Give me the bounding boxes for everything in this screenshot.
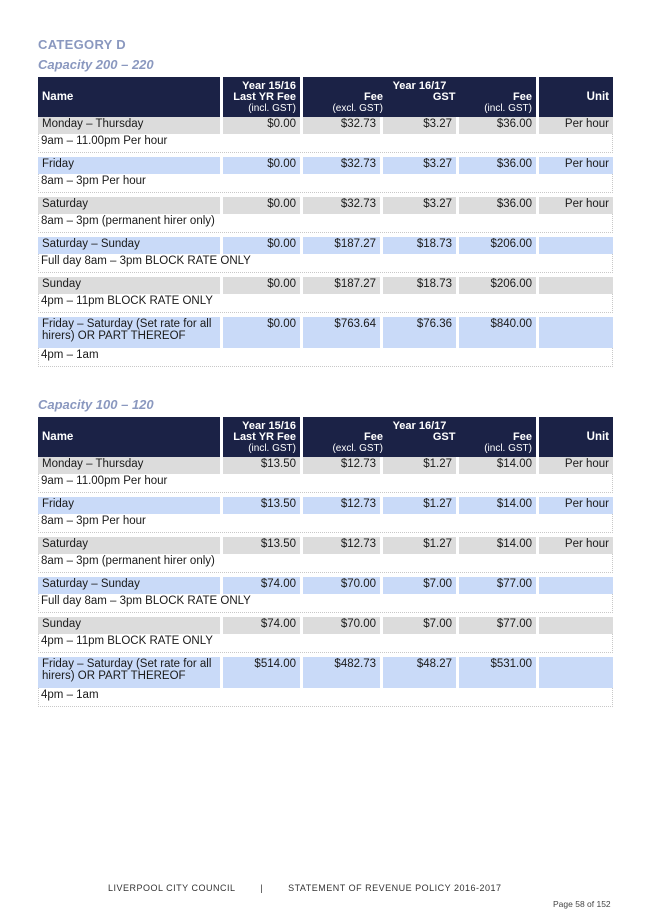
row-description-text: 4pm – 1am [38, 688, 613, 707]
table-header-row [38, 77, 613, 117]
header-last-yr-fee: Last YR Fee [233, 430, 296, 443]
capacity-section [38, 397, 613, 707]
fee-table [38, 417, 613, 707]
row-name: Saturday [38, 197, 220, 214]
row-name: Saturday – Sunday [38, 237, 220, 254]
row-last-year-fee: $0.00 [220, 197, 300, 214]
header-year-1617: Year 16/17 [392, 79, 447, 92]
header-gst [384, 92, 456, 114]
row-fee-excl-gst: $32.73 [300, 117, 380, 134]
row-last-year-fee: $13.50 [220, 497, 300, 514]
header-unit [536, 77, 613, 117]
row-gst: $3.27 [380, 117, 456, 134]
row-fee-excl-gst: $12.73 [300, 457, 380, 474]
row-gst: $18.73 [380, 277, 456, 294]
footer-policy: STATEMENT OF REVENUE POLICY 2016-2017 [288, 883, 502, 893]
row-fee-excl-gst: $187.27 [300, 237, 380, 254]
table-row [38, 117, 613, 134]
row-description [38, 554, 613, 573]
row-description-text: 8am – 3pm (permanent hirer only) [38, 214, 613, 233]
header-last-yr-fee: Last YR Fee [233, 90, 296, 103]
row-description-text: 8am – 3pm (permanent hirer only) [38, 554, 613, 573]
row-description-text: 8am – 3pm Per hour [38, 174, 613, 193]
capacity-title: Capacity 200 – 220 [38, 57, 154, 72]
row-unit: Per hour [536, 457, 613, 474]
row-unit: Per hour [536, 157, 613, 174]
row-name: Friday – Saturday (Set rate for all hirers) OR PART THEREOF [38, 657, 220, 688]
row-fee-incl-gst: $206.00 [456, 277, 536, 294]
row-name: Monday – Thursday [38, 117, 220, 134]
table-row [38, 317, 613, 348]
row-fee-incl-gst: $36.00 [456, 157, 536, 174]
row-description [38, 514, 613, 533]
header-unit [536, 417, 613, 457]
row-description-text: 9am – 11.00pm Per hour [38, 474, 613, 493]
row-description [38, 688, 613, 707]
row-fee-incl-gst: $14.00 [456, 497, 536, 514]
row-gst: $1.27 [380, 497, 456, 514]
row-last-year-fee: $74.00 [220, 577, 300, 594]
row-name: Monday – Thursday [38, 457, 220, 474]
row-fee-excl-gst: $763.64 [300, 317, 380, 348]
header-gst-label: GST [432, 430, 456, 443]
header-excl-gst: (excl. GST) [332, 442, 383, 454]
header-last-year [220, 417, 300, 457]
header-year-1617-group [300, 77, 536, 117]
header-fee-incl [456, 92, 532, 114]
header-unit-label: Unit [586, 91, 610, 103]
row-last-year-fee: $0.00 [220, 277, 300, 294]
header-fee-incl [456, 432, 532, 454]
page-number: Page 58 of 152 [553, 899, 611, 909]
row-description-text: 9am – 11.00pm Per hour [38, 134, 613, 153]
row-description [38, 134, 613, 153]
row-fee-excl-gst: $187.27 [300, 277, 380, 294]
row-description-text: 4pm – 11pm BLOCK RATE ONLY [38, 294, 613, 313]
row-last-year-fee: $74.00 [220, 617, 300, 634]
row-description-text: 8am – 3pm Per hour [38, 514, 613, 533]
row-gst: $3.27 [380, 197, 456, 214]
table-row [38, 537, 613, 554]
header-name [38, 77, 220, 117]
row-gst: $7.00 [380, 577, 456, 594]
row-fee-excl-gst: $70.00 [300, 617, 380, 634]
header-name-label: Name [42, 431, 74, 443]
page-footer [108, 883, 501, 893]
header-gst-label: GST [432, 90, 456, 103]
header-unit-label: Unit [586, 431, 610, 443]
header-fee-excl [307, 432, 383, 454]
row-unit: Per hour [536, 497, 613, 514]
table-row [38, 457, 613, 474]
row-fee-incl-gst: $206.00 [456, 237, 536, 254]
row-gst: $48.27 [380, 657, 456, 688]
table-header-row [38, 417, 613, 457]
row-description [38, 594, 613, 613]
row-fee-incl-gst: $531.00 [456, 657, 536, 688]
row-gst: $1.27 [380, 537, 456, 554]
table-row [38, 617, 613, 634]
row-gst: $18.73 [380, 237, 456, 254]
table-row [38, 497, 613, 514]
row-fee-incl-gst: $36.00 [456, 117, 536, 134]
row-unit [536, 577, 613, 594]
row-description-text: 4pm – 1am [38, 348, 613, 367]
table-row [38, 197, 613, 214]
row-name: Friday [38, 157, 220, 174]
header-name [38, 417, 220, 457]
row-last-year-fee: $514.00 [220, 657, 300, 688]
row-fee-excl-gst: $12.73 [300, 537, 380, 554]
row-gst: $7.00 [380, 617, 456, 634]
row-unit: Per hour [536, 117, 613, 134]
header-incl-gst: (incl. GST) [248, 442, 296, 454]
header-incl-gst-2: (incl. GST) [484, 442, 532, 454]
header-subcols [307, 92, 532, 114]
row-description [38, 214, 613, 233]
row-fee-excl-gst: $70.00 [300, 577, 380, 594]
row-last-year-fee: $0.00 [220, 117, 300, 134]
header-excl-gst: (excl. GST) [332, 102, 383, 114]
header-year-1617-group [300, 417, 536, 457]
row-gst: $1.27 [380, 457, 456, 474]
header-subcols [307, 432, 532, 454]
header-fee-excl [307, 92, 383, 114]
row-name: Sunday [38, 617, 220, 634]
header-name-label: Name [42, 91, 74, 103]
header-year-1516: Year 15/16 [242, 419, 296, 432]
header-last-year [220, 77, 300, 117]
header-fee-incl-label: Fee [513, 90, 532, 103]
row-last-year-fee: $13.50 [220, 457, 300, 474]
row-name: Sunday [38, 277, 220, 294]
header-incl-gst: (incl. GST) [248, 102, 296, 114]
row-unit [536, 237, 613, 254]
table-row [38, 577, 613, 594]
row-fee-incl-gst: $77.00 [456, 617, 536, 634]
fee-table [38, 77, 613, 367]
row-fee-incl-gst: $14.00 [456, 537, 536, 554]
row-description-text: Full day 8am – 3pm BLOCK RATE ONLY [38, 254, 613, 273]
header-gst [384, 432, 456, 454]
header-fee-label: Fee [364, 90, 383, 103]
row-last-year-fee: $0.00 [220, 237, 300, 254]
header-fee-label: Fee [364, 430, 383, 443]
row-unit [536, 657, 613, 688]
row-gst: $76.36 [380, 317, 456, 348]
row-last-year-fee: $0.00 [220, 157, 300, 174]
header-year-1516: Year 15/16 [242, 79, 296, 92]
row-description [38, 474, 613, 493]
row-fee-excl-gst: $32.73 [300, 157, 380, 174]
category-title: CATEGORY D [38, 37, 126, 52]
row-name: Saturday [38, 537, 220, 554]
row-description [38, 634, 613, 653]
row-unit [536, 277, 613, 294]
row-fee-incl-gst: $14.00 [456, 457, 536, 474]
header-incl-gst-2: (incl. GST) [484, 102, 532, 114]
row-unit: Per hour [536, 537, 613, 554]
table-row [38, 657, 613, 688]
row-fee-excl-gst: $12.73 [300, 497, 380, 514]
row-name: Friday [38, 497, 220, 514]
row-fee-incl-gst: $36.00 [456, 197, 536, 214]
row-description [38, 174, 613, 193]
row-gst: $3.27 [380, 157, 456, 174]
capacity-section [38, 57, 613, 367]
header-fee-incl-label: Fee [513, 430, 532, 443]
table-row [38, 237, 613, 254]
row-description [38, 348, 613, 367]
capacity-title: Capacity 100 – 120 [38, 397, 154, 412]
header-year-1617: Year 16/17 [392, 419, 447, 432]
row-last-year-fee: $0.00 [220, 317, 300, 348]
row-description-text: Full day 8am – 3pm BLOCK RATE ONLY [38, 594, 613, 613]
row-description [38, 294, 613, 313]
row-fee-incl-gst: $840.00 [456, 317, 536, 348]
row-unit [536, 317, 613, 348]
row-description [38, 254, 613, 273]
footer-council: LIVERPOOL CITY COUNCIL [108, 883, 236, 893]
row-last-year-fee: $13.50 [220, 537, 300, 554]
row-description-text: 4pm – 11pm BLOCK RATE ONLY [38, 634, 613, 653]
table-row [38, 277, 613, 294]
row-name: Friday – Saturday (Set rate for all hirers) OR PART THEREOF [38, 317, 220, 348]
row-fee-excl-gst: $482.73 [300, 657, 380, 688]
row-fee-incl-gst: $77.00 [456, 577, 536, 594]
row-name: Saturday – Sunday [38, 577, 220, 594]
row-fee-excl-gst: $32.73 [300, 197, 380, 214]
footer-separator: | [260, 883, 264, 893]
row-unit: Per hour [536, 197, 613, 214]
row-unit [536, 617, 613, 634]
table-row [38, 157, 613, 174]
